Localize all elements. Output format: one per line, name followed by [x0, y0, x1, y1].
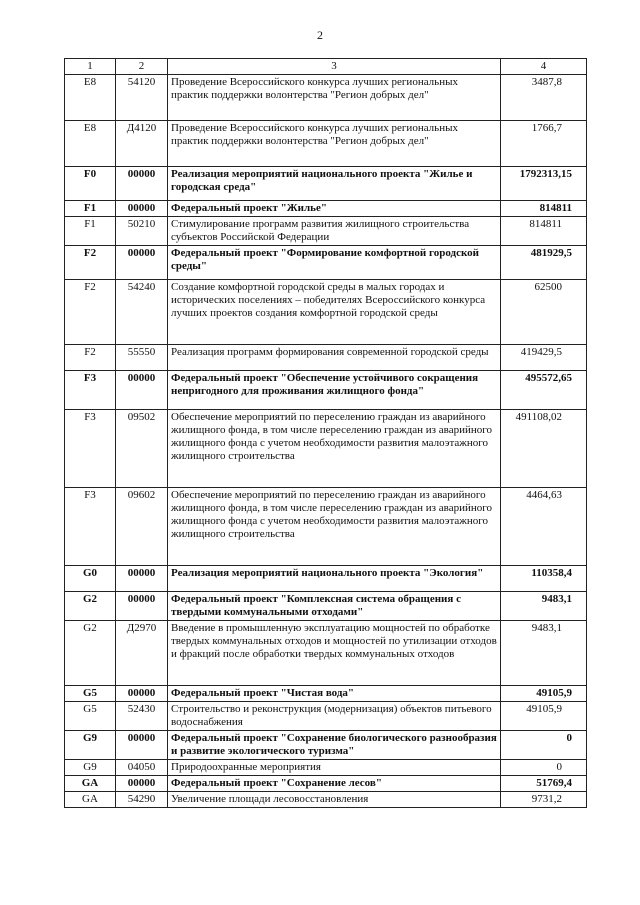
row-amount: 419429,5 [501, 345, 587, 371]
row-description: Федеральный проект "Сохранение биологического разнообразия и развитие экологического туризма" [168, 731, 501, 760]
row-section-code: G0 [65, 566, 116, 592]
table-row [65, 686, 587, 702]
row-target-code: Д2970 [116, 621, 168, 686]
row-target-code: 00000 [116, 201, 168, 217]
row-target-code: 00000 [116, 686, 168, 702]
table-row [65, 566, 587, 592]
row-description: Обеспечение мероприятий по переселению граждан из аварийного жилищного фонда, в том числе переселению граждан из аварийного жилищного фонда с учетом необходимости развития малоэтажного жилищного строительства [168, 488, 501, 566]
row-amount: 495572,65 [501, 371, 587, 410]
row-target-code: 55550 [116, 345, 168, 371]
row-section-code: F3 [65, 488, 116, 566]
row-target-code: 00000 [116, 776, 168, 792]
row-description: Федеральный проект "Комплексная система обращения с твердыми коммунальными отходами" [168, 592, 501, 621]
table-row [65, 345, 587, 371]
row-section-code: F2 [65, 345, 116, 371]
row-amount: 814811 [501, 217, 587, 246]
row-description: Федеральный проект "Обеспечение устойчивого сокращения непригодного для проживания жилищного фонда" [168, 371, 501, 410]
row-amount: 4464,63 [501, 488, 587, 566]
row-section-code: F2 [65, 246, 116, 280]
table-row [65, 410, 587, 488]
table-row [65, 201, 587, 217]
row-target-code: 00000 [116, 371, 168, 410]
row-amount: 0 [501, 760, 587, 776]
row-description: Строительство и реконструкция (модернизация) объектов питьевого водоснабжения [168, 702, 501, 731]
row-amount: 9483,1 [501, 621, 587, 686]
header-col-3: 3 [168, 59, 501, 75]
row-description: Природоохранные мероприятия [168, 760, 501, 776]
row-section-code: F1 [65, 217, 116, 246]
row-section-code: G2 [65, 621, 116, 686]
row-target-code: 54290 [116, 792, 168, 808]
row-description: Обеспечение мероприятий по переселению граждан из аварийного жилищного фонда, в том числе переселению граждан из аварийного жилищного фонда с учетом необходимости развития малоэтажного жилищного строительства [168, 410, 501, 488]
table-row [65, 121, 587, 167]
row-section-code: G2 [65, 592, 116, 621]
row-amount: 49105,9 [501, 686, 587, 702]
row-target-code: 00000 [116, 731, 168, 760]
row-target-code: 04050 [116, 760, 168, 776]
row-amount: 3487,8 [501, 75, 587, 121]
table-row [65, 167, 587, 201]
row-amount: 481929,5 [501, 246, 587, 280]
row-amount: 62500 [501, 280, 587, 345]
table-row [65, 592, 587, 621]
row-description: Федеральный проект "Сохранение лесов" [168, 776, 501, 792]
header-col-2: 2 [116, 59, 168, 75]
header-col-4: 4 [501, 59, 587, 75]
row-amount: 491108,02 [501, 410, 587, 488]
row-description: Создание комфортной городской среды в малых городах и исторических поселениях – победителях Всероссийского конкурса лучших проектов создания комфортной городской среды [168, 280, 501, 345]
row-description: Проведение Всероссийского конкурса лучших региональных практик поддержки волонтерства "Регион добрых дел" [168, 121, 501, 167]
row-description: Реализация мероприятий национального проекта "Жилье и городская среда" [168, 167, 501, 201]
row-description: Реализация мероприятий национального проекта "Экология" [168, 566, 501, 592]
row-amount: 9483,1 [501, 592, 587, 621]
table-row [65, 246, 587, 280]
header-row [65, 59, 587, 75]
row-target-code: 52430 [116, 702, 168, 731]
row-target-code: 00000 [116, 592, 168, 621]
row-description: Стимулирование программ развития жилищного строительства субъектов Российской Федерации [168, 217, 501, 246]
row-description: Федеральный проект "Жилье" [168, 201, 501, 217]
row-amount: 1792313,15 [501, 167, 587, 201]
row-target-code: 09602 [116, 488, 168, 566]
table-row [65, 488, 587, 566]
table-row [65, 371, 587, 410]
row-description: Введение в промышленную эксплуатацию мощностей по обработке твердых коммунальных отходов и мощностей по утилизации отходов и фракций после обработки твердых коммунальных отходов [168, 621, 501, 686]
row-section-code: F0 [65, 167, 116, 201]
row-target-code: 00000 [116, 167, 168, 201]
row-amount: 51769,4 [501, 776, 587, 792]
row-section-code: G5 [65, 686, 116, 702]
row-amount: 1766,7 [501, 121, 587, 167]
row-section-code: F2 [65, 280, 116, 345]
row-target-code: 50210 [116, 217, 168, 246]
row-target-code: 54120 [116, 75, 168, 121]
row-section-code: F3 [65, 410, 116, 488]
row-amount: 49105,9 [501, 702, 587, 731]
row-description: Увеличение площади лесовосстановления [168, 792, 501, 808]
table-row [65, 75, 587, 121]
table-row [65, 792, 587, 808]
row-description: Реализация программ формирования современной городской среды [168, 345, 501, 371]
row-amount: 814811 [501, 201, 587, 217]
row-target-code: Д4120 [116, 121, 168, 167]
table-row [65, 702, 587, 731]
table-row [65, 731, 587, 760]
row-target-code: 09502 [116, 410, 168, 488]
row-section-code: E8 [65, 75, 116, 121]
row-section-code: G9 [65, 760, 116, 776]
header-col-1: 1 [65, 59, 116, 75]
row-description: Проведение Всероссийского конкурса лучших региональных практик поддержки волонтерства "Регион добрых дел" [168, 75, 501, 121]
row-amount: 0 [501, 731, 587, 760]
page-number: 2 [317, 28, 323, 42]
row-section-code: E8 [65, 121, 116, 167]
table-row [65, 776, 587, 792]
row-section-code: F3 [65, 371, 116, 410]
row-target-code: 00000 [116, 246, 168, 280]
row-amount: 110358,4 [501, 566, 587, 592]
row-description: Федеральный проект "Чистая вода" [168, 686, 501, 702]
table-row [65, 217, 587, 246]
row-target-code: 54240 [116, 280, 168, 345]
row-amount: 9731,2 [501, 792, 587, 808]
table-row [65, 621, 587, 686]
row-section-code: GA [65, 776, 116, 792]
table-row [65, 760, 587, 776]
row-section-code: GA [65, 792, 116, 808]
row-section-code: G5 [65, 702, 116, 731]
budget-table [64, 58, 587, 808]
row-description: Федеральный проект "Формирование комфортной городской среды" [168, 246, 501, 280]
row-target-code: 00000 [116, 566, 168, 592]
row-section-code: G9 [65, 731, 116, 760]
row-section-code: F1 [65, 201, 116, 217]
table-row [65, 280, 587, 345]
